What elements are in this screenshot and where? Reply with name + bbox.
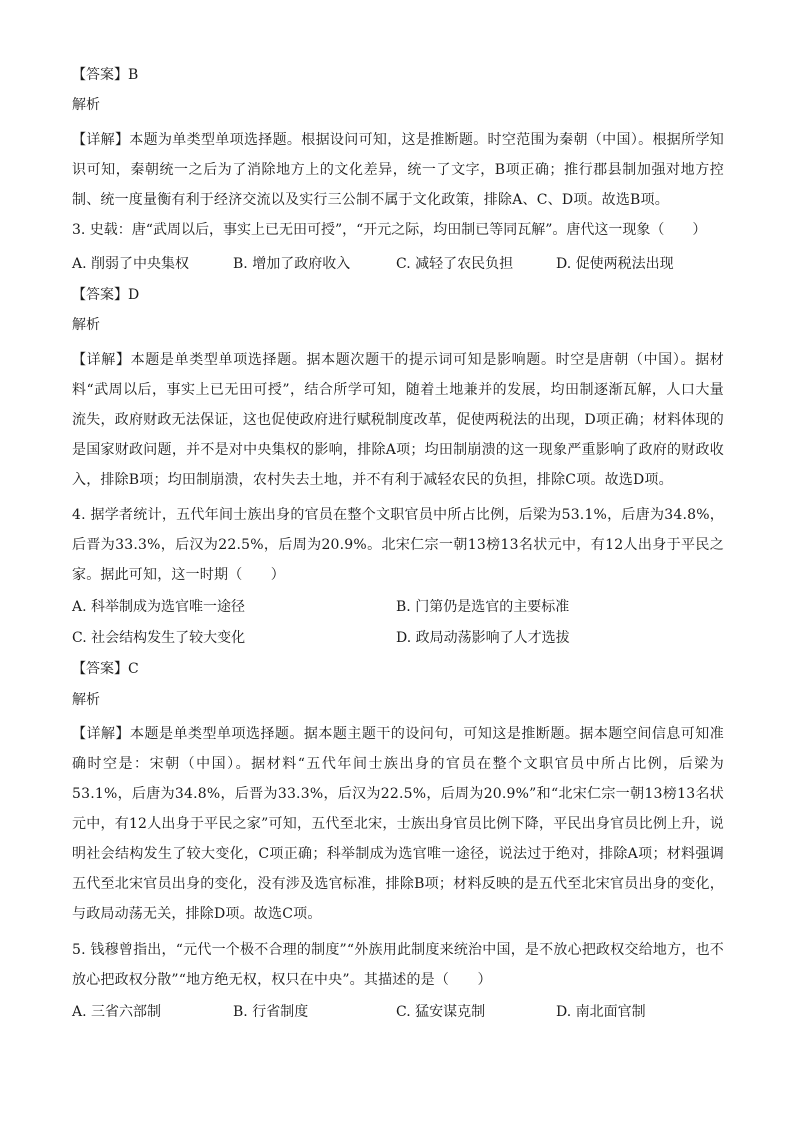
q5-option-d: D. 南北面官制: [556, 1004, 646, 1020]
q4-detail: 【详解】本题是单类型单项选择题。据本题主题干的设问句，可知这是推断题。据本题空间信息可知准确时空是：宋朝（中国）。据材料“五代年间士族出身的官员在整个文职官员中所占比例，后梁为53.1%，后唐为34.8%，后晋为33.3%，后汉为22.5%，后周为20.9%”和“北宋仁宗一朝13榜13名状元中，有12人出身于平民之家”可知，五代至北宋，士族出身官员比例下降，平民出身官员比例上升，说明社会结构发生了较大变化，C项正确；科举制成为选官唯一途径，说法过于绝对，排除A项；材料强调五代至北宋官员出身的变化，没有涉及选官标准，排除B项；材料反映的是五代至北宋官员出身的变化，与政局动荡无关，排除D项。故选C项。: [72, 726, 724, 922]
q3-option-b: B. 增加了政府收入: [233, 256, 351, 272]
q4-option-a: A. 科举制成为选官唯一途径: [72, 599, 246, 615]
q3-stem: 3. 史载：唐“武周以后，事实上已无田可授”，“开元之际，均田制已等同瓦解”。唐代这一现象（ ）: [72, 222, 707, 238]
q3-analysis-label: 解析: [72, 317, 100, 333]
q3-detail: 【详解】本题是单类型单项选择题。据本题次题干的提示词可知是影响题。时空是唐朝（中国）。据材料“武周以后，事实上已无田可授”，结合所学可知，随着土地兼并的发展，均田制逐渐瓦解，人口大量流失，政府财政无法保证，这也促使政府进行赋税制度改革，促使两税法的出现，D项正确；材料体现的是国家财政问题，并不是对中央集权的影响，排除A项；均田制崩溃的这一现象严重影响了政府的财政收入，排除B项；均田制崩溃，农村失去土地，并不有利于减轻农民的负担，排除C项。故选D项。: [72, 352, 724, 488]
q4-option-d: D. 政局动荡影响了人才选拔: [396, 630, 570, 646]
q5-option-b: B. 行省制度: [233, 1004, 309, 1020]
q2-detail: 【详解】本题为单类型单项选择题。根据设问可知，这是推断题。时空范围为秦朝（中国）。根据所学知识可知，秦朝统一之后为了消除地方上的文化差异，统一了文字，B项正确；推行郡县制加强对地方控制、统一度量衡有利于经济交流以及实行三公制不属于文化政策，排除A、C、D项。故选B项。: [72, 132, 724, 208]
q3-option-d: D. 促使两税法出现: [556, 256, 674, 272]
q5-option-a: A. 三省六部制: [72, 1004, 162, 1020]
q5-stem: 5. 钱穆曾指出，“元代一个极不合理的制度”“外族用此制度来统治中国，是不放心把政权交给地方，也不放心把政权分散”“地方绝无权，权只在中央”。其描述的是（ ）: [72, 942, 724, 988]
q4-option-c: C. 社会结构发生了较大变化: [72, 630, 246, 646]
q5-option-c: C. 猛安谋克制: [396, 1004, 486, 1020]
q4-analysis-label: 解析: [72, 692, 100, 708]
q3-answer: 【答案】D: [72, 287, 140, 303]
q3-option-a: A. 削弱了中央集权: [72, 256, 190, 272]
q3-option-c: C. 减轻了农民负担: [396, 256, 514, 272]
q4-stem: 4. 据学者统计，五代年间士族出身的官员在整个文职官员中所占比例，后梁为53.1%，后唐为34.8%，后晋为33.3%，后汉为22.5%，后周为20.9%。北宋仁宗一朝13榜13名状元中，有12人出身于平民之家。据此可知，这一时期（ ）: [72, 507, 724, 583]
q2-answer: 【答案】B: [72, 67, 139, 83]
q4-answer: 【答案】C: [72, 661, 139, 677]
q4-option-b: B. 门第仍是选官的主要标准: [396, 599, 570, 615]
q2-analysis-label: 解析: [72, 97, 100, 113]
